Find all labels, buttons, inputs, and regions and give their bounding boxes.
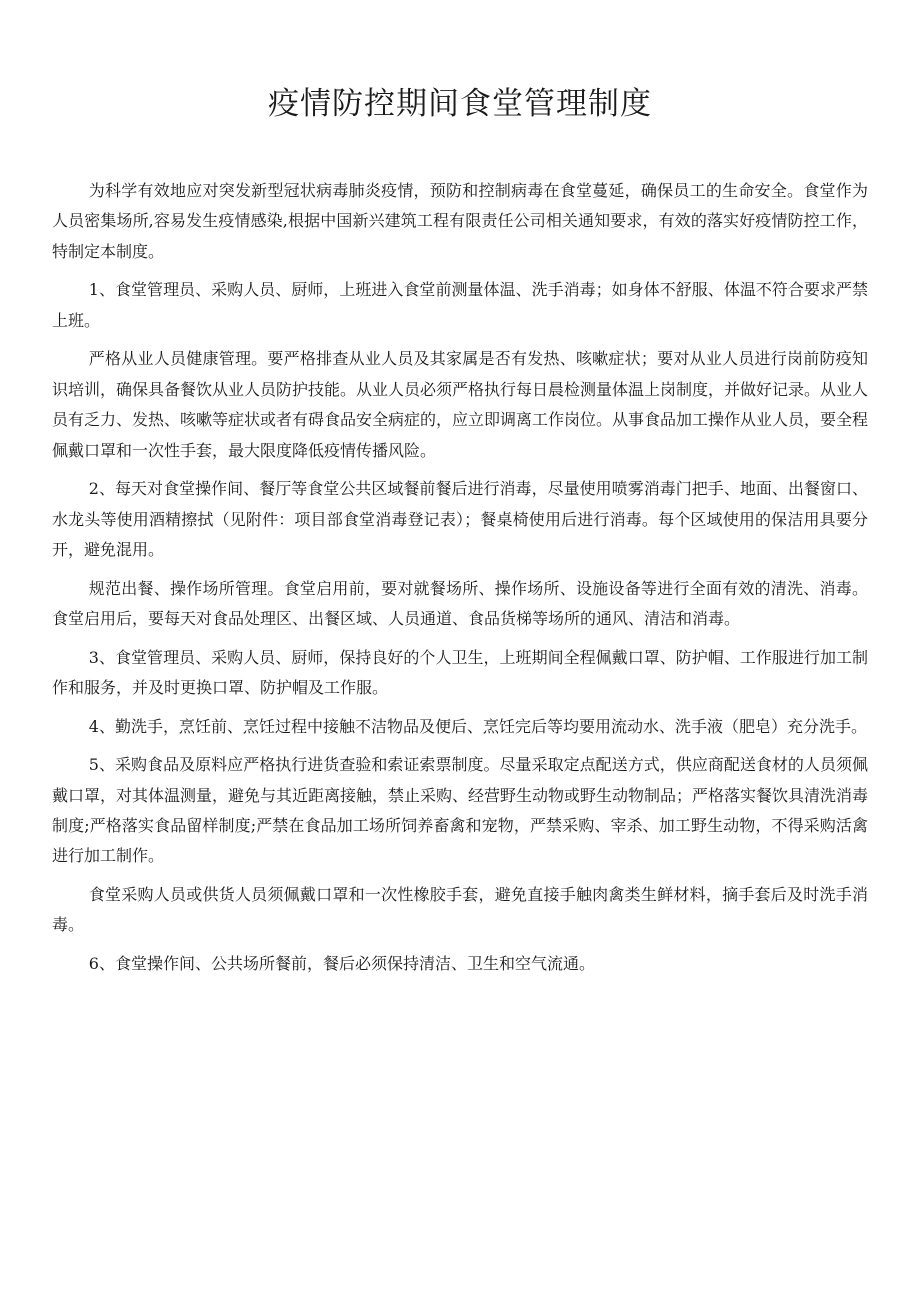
paragraph-item-3: 3、食堂管理员、采购人员、厨师，保持良好的个人卫生，上班期间全程佩戴口罩、防护帽、工作服进行加工制作和服务，并及时更换口罩、防护帽及工作服。 xyxy=(52,647,868,698)
paragraph-intro: 为科学有效地应对突发新型冠状病毒肺炎疫情，预防和控制病毒在食堂蔓延，确保员工的生命安全。食堂作为人员密集场所,容易发生疫情感染,根据中国新兴建筑工程有限责任公司相关通知要求，有效的落实好疫情防控工作，特制定本制度。 xyxy=(52,181,868,261)
paragraph-item-6: 6、食堂操作间、公共场所餐前，餐后必须保持清洁、卫生和空气流通。 xyxy=(88,954,595,974)
paragraph-purchasing-staff: 食堂采购人员或供货人员须佩戴口罩和一次性橡胶手套，避免直接手触肉禽类生鲜材料，摘手套后及时洗手消毒。 xyxy=(52,885,868,935)
paragraph-staff-health: 严格从业人员健康管理。要严格排查从业人员及其家属是否有发热、咳嗽症状；要对从业人员进行岗前防疫知识培训，确保具备餐饮从业人员防护技能。从业人员必须严格执行每日晨检测量体温上岗制度，并做好记录。从业人员有乏力、发热、咳嗽等症状或者有碍食品安全病症的，应立即调离工作岗位。从事食品加工操作从业人员，要全程佩戴口罩和一次性手套，最大限度降低疫情传播风险。 xyxy=(52,349,869,460)
paragraph-item-2: 2、每天对食堂操作间、餐厅等食堂公共区域餐前餐后进行消毒，尽量使用喷雾消毒门把手、地面、出餐窗口、水龙头等使用酒精擦拭（见附件：项目部食堂消毒登记表）；餐桌椅使用后进行消毒。每个区域使用的保洁用具要分开，避免混用。 xyxy=(52,479,868,560)
document-title: 疫情防控期间食堂管理制度 xyxy=(268,86,652,122)
document-body xyxy=(52,176,868,988)
paragraph-item-1: 1、食堂管理员、采购人员、厨师，上班进入食堂前测量体温、洗手消毒；如身体不舒服、体温不符合要求严禁上班。 xyxy=(52,280,868,330)
paragraph-serving-management: 规范出餐、操作场所管理。食堂启用前，要对就餐场所、操作场所、设施设备等进行全面有效的清洗、消毒。食堂启用后，要每天对食品处理区、出餐区域、人员通道、食品货梯等场所的通风、清洁和消毒。 xyxy=(52,578,868,629)
paragraph-item-5: 5、采购食品及原料应严格执行进货查验和索证索票制度。尽量采取定点配送方式，供应商配送食材的人员须佩戴口罩，对其体温测量，避免与其近距离接触，禁止采购、经营野生动物或野生动物制品；严格落实餐饮具清洗消毒制度;严格落实食品留样制度;严禁在食品加工场所饲养畜禽和宠物，严禁采购、宰杀、加工野生动物，不得采购活禽进行加工制作。 xyxy=(52,755,869,866)
paragraph-item-4: 4、勤洗手，烹饪前、烹饪过程中接触不洁物品及便后、烹饪完后等均要用流动水、洗手液（肥皂）充分洗手。 xyxy=(88,716,867,736)
